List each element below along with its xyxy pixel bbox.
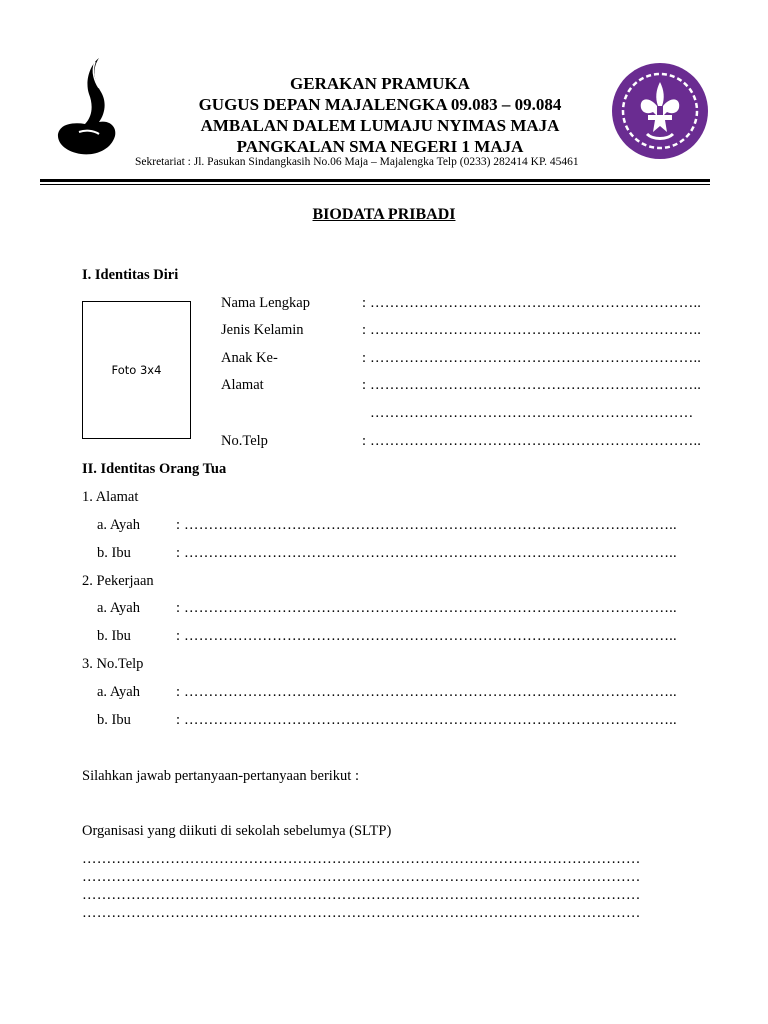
group-label-no-telp: 3. No.Telp [82,656,144,672]
header-pangkalan: PANGKALAN SMA NEGERI 1 MAJA [236,137,524,156]
field-input-nama-lengkap[interactable]: : ………………………………………………………….. [362,295,702,311]
row-label-telp-ayah: a. Ayah [97,684,140,700]
group-label-alamat: 1. Alamat [82,489,139,505]
row-input-alamat-ayah[interactable]: : ……………………………………………………………………………………….. [176,517,677,533]
instructions-text: Silahkan jawab pertanyaan-pertanyaan berikut : [82,768,359,784]
row-label-telp-ibu: b. Ibu [97,712,131,728]
section-identitas-orang-tua-heading: II. Identitas Orang Tua [82,461,227,477]
header-gugus-depan: GUGUS DEPAN MAJALENGKA 09.083 – 09.084 [198,95,562,114]
question-organisasi-text: Organisasi yang diikuti di sekolah sebelumya (SLTP) [82,823,392,839]
tunas-kelapa-logo-icon [55,56,125,160]
answer-line-4[interactable]: …………………………………………………………………………………………………… [82,905,641,921]
section-identitas-diri-heading: I. Identitas Diri [82,267,179,283]
header-divider-thin [40,184,710,185]
row-label-pekerjaan-ibu: b. Ibu [97,628,131,644]
row-input-telp-ibu[interactable]: : ……………………………………………………………………………………….. [176,712,677,728]
field-input-jenis-kelamin[interactable]: : ………………………………………………………….. [362,322,702,338]
field-label-nama-lengkap: Nama Lengkap [221,295,310,311]
row-label-alamat-ayah: a. Ayah [97,517,140,533]
photo-placeholder [82,301,191,439]
photo-label: Foto 3x4 [111,363,162,377]
field-input-anak-ke[interactable]: : ………………………………………………………….. [362,350,702,366]
field-label-no-telp: No.Telp [221,433,268,449]
field-label-jenis-kelamin: Jenis Kelamin [221,322,304,338]
answer-line-2[interactable]: …………………………………………………………………………………………………… [82,869,641,885]
header-ambalan: AMBALAN DALEM LUMAJU NYIMAS MAJA [200,116,560,135]
row-input-pekerjaan-ibu[interactable]: : ……………………………………………………………………………………….. [176,628,677,644]
row-label-alamat-ibu: b. Ibu [97,545,131,561]
field-input-no-telp[interactable]: : ………………………………………………………….. [362,433,702,449]
field-label-alamat: Alamat [221,377,264,393]
row-input-telp-ayah[interactable]: : ……………………………………………………………………………………….. [176,684,677,700]
answer-line-1[interactable]: …………………………………………………………………………………………………… [82,851,641,867]
world-scout-emblem-icon [611,62,709,160]
field-input-alamat[interactable]: : ………………………………………………………….. [362,377,702,393]
document-title: BIODATA PRIBADI [312,206,456,223]
header-divider-thick [40,179,710,182]
row-input-alamat-ibu[interactable]: : ……………………………………………………………………………………….. [176,545,677,561]
header-address: Sekretariat : Jl. Pasukan Sindangkasih No.06 Maja – Majalengka Telp (0233) 282414 KP. 45461 [135,156,579,168]
header-organization: GERAKAN PRAMUKA [290,74,470,93]
group-label-pekerjaan: 2. Pekerjaan [82,573,154,589]
row-label-pekerjaan-ayah: a. Ayah [97,600,140,616]
field-label-anak-ke: Anak Ke- [221,350,278,366]
answer-line-3[interactable]: …………………………………………………………………………………………………… [82,887,641,903]
field-input-alamat-continuation[interactable]: ………………………………………………………… [370,405,694,421]
row-input-pekerjaan-ayah[interactable]: : ……………………………………………………………………………………….. [176,600,677,616]
